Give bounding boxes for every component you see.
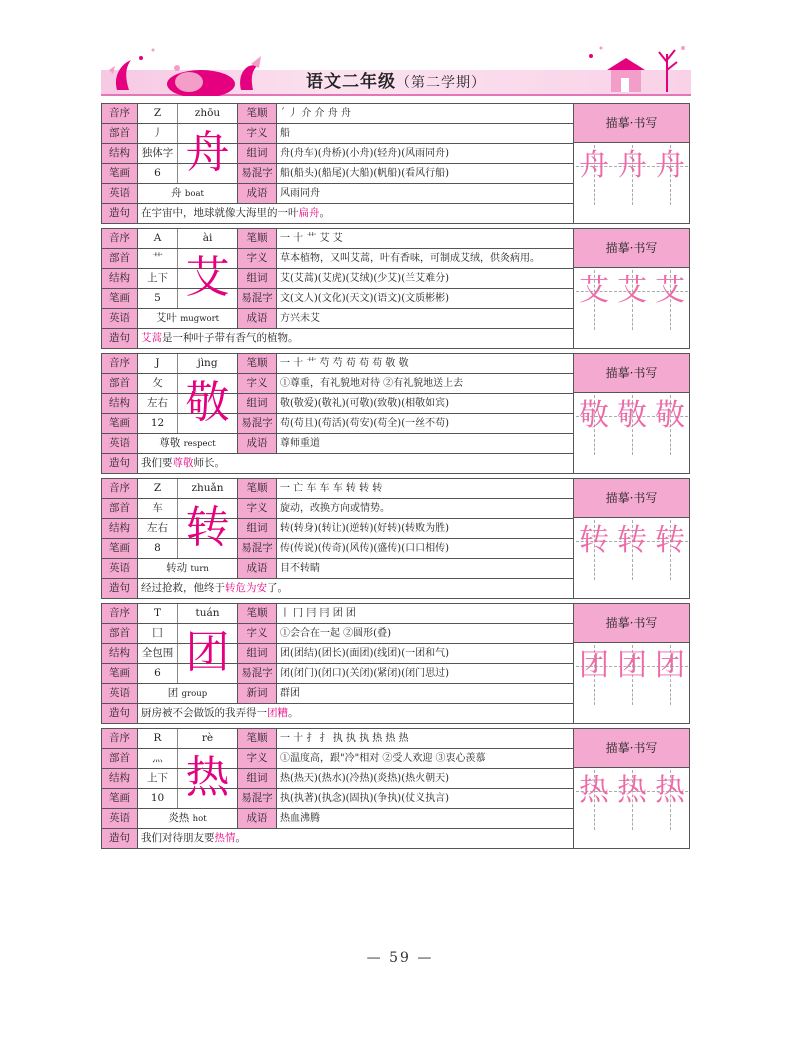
table-row <box>102 454 573 474</box>
page-number: — 59 — <box>366 950 434 966</box>
trace-guide-line <box>594 314 596 330</box>
meaning-value: ①会合在一起 ②圆形(叠) <box>280 628 391 639</box>
words-value: 艾(艾蒿)(艾虎)(艾绒)(少艾)(兰艾难分) <box>280 273 450 284</box>
radical-value: 攵 <box>138 374 178 393</box>
radical-value: 灬 <box>138 749 178 768</box>
english-value <box>138 684 237 703</box>
table-row <box>102 329 573 349</box>
table-row <box>102 124 573 144</box>
table-row <box>102 664 573 684</box>
english-chinese: 尊敬 <box>159 437 181 449</box>
example-sentence: 经过抢救，他终于转危为安了。 <box>141 582 288 594</box>
label-meaning: 字义 <box>237 624 277 643</box>
main-character: 敬 <box>185 377 230 428</box>
words-value: 舟(舟车)(舟桥)(小舟)(轻舟)(风雨同舟) <box>280 148 450 159</box>
trace-guide-line <box>670 689 672 705</box>
trace-grid <box>574 143 689 205</box>
table-row <box>102 309 573 329</box>
label-stroke-order: 笔顺 <box>237 479 277 498</box>
english-word: hot <box>192 814 207 824</box>
idiom-value: 尊师重道 <box>280 438 320 449</box>
trace-cell[interactable] <box>576 395 612 437</box>
label-stroke-order: 笔顺 <box>237 354 277 373</box>
trace-guide-line <box>670 564 672 580</box>
trace-guide-line <box>670 439 672 455</box>
label-radical: 部首 <box>102 374 138 393</box>
trace-cell[interactable] <box>614 395 650 437</box>
words-value: 团(团结)(团长)(面团)(线团)(一团和气) <box>280 648 450 659</box>
info-table <box>102 104 573 223</box>
info-table <box>102 604 573 723</box>
trace-panel <box>573 604 689 723</box>
strokes-value: 5 <box>138 289 178 308</box>
english-word: group <box>181 689 208 699</box>
label-meaning: 字义 <box>237 749 277 768</box>
label-english: 英语 <box>102 434 138 453</box>
table-row <box>102 414 573 434</box>
label-words: 组词 <box>237 769 277 788</box>
letter-value: T <box>138 604 178 623</box>
sentence-highlight: 尊敬 <box>172 457 194 469</box>
trace-guide-line <box>632 189 634 205</box>
trace-cell[interactable] <box>652 270 688 312</box>
trace-cell[interactable] <box>614 145 650 187</box>
confusable-value: 苟(苟且)(苟活)(苟安)(苟全)(一丝不苟) <box>280 418 450 429</box>
main-character: 舟 <box>185 127 230 178</box>
confusable-value: 执(执著)(执念)(固执)(争执)(仗义执言) <box>280 793 450 804</box>
strokes-value: 6 <box>138 164 178 183</box>
trace-header: 描摹·书写 <box>574 354 689 393</box>
meaning-value: 草本植物，又叫艾蒿，叶有香味，可制成艾绒，供灸病用。 <box>280 253 540 264</box>
trace-character: 团 <box>579 648 609 683</box>
label-english: 英语 <box>102 559 138 578</box>
trace-grid <box>574 268 689 330</box>
trace-guide-line <box>632 439 634 455</box>
label-sentence: 造句 <box>102 204 138 223</box>
label-meaning: 字义 <box>237 249 277 268</box>
main-character: 艾 <box>185 252 230 303</box>
example-sentence: 我们对待朋友要热情。 <box>141 832 246 844</box>
main-character: 转 <box>185 502 230 553</box>
trace-cell[interactable] <box>576 770 612 812</box>
label-radical: 部首 <box>102 749 138 768</box>
trace-header: 描摹·书写 <box>574 604 689 643</box>
label-sentence: 造句 <box>102 579 138 598</box>
table-row <box>102 229 573 249</box>
table-row <box>102 204 573 224</box>
label-words: 组词 <box>237 144 277 163</box>
table-row <box>102 559 573 579</box>
label-sentence: 造句 <box>102 704 138 723</box>
label-sentence: 造句 <box>102 454 138 473</box>
idiom-value: 风雨同舟 <box>280 188 320 199</box>
english-word: turn <box>190 564 209 574</box>
character-card <box>101 603 690 724</box>
structure-value: 上下 <box>138 769 178 788</box>
trace-panel <box>573 354 689 473</box>
label-idiom: 成语 <box>237 434 277 453</box>
trace-guide-line <box>632 314 634 330</box>
table-row <box>102 809 573 829</box>
trace-guide-line <box>594 564 596 580</box>
label-confusable: 易混字 <box>237 664 277 683</box>
book-title: 语文二年级 <box>306 72 396 92</box>
label-sentence: 造句 <box>102 329 138 348</box>
table-row <box>102 394 573 414</box>
trace-panel <box>573 229 689 348</box>
label-structure: 结构 <box>102 644 138 663</box>
trace-character: 艾 <box>655 273 685 308</box>
trace-panel <box>573 479 689 598</box>
trace-guide-line <box>594 439 596 455</box>
book-subtitle: （第二学期） <box>396 75 486 91</box>
trace-cell[interactable] <box>652 145 688 187</box>
confusable-value: 船(船头)(船尾)(大船)(帆船)(看风行船) <box>280 168 450 179</box>
label-strokes: 笔画 <box>102 164 138 183</box>
label-strokes: 笔画 <box>102 789 138 808</box>
trace-character: 团 <box>655 648 685 683</box>
label-confusable: 易混字 <box>237 789 277 808</box>
trace-header: 描摹·书写 <box>574 479 689 518</box>
info-table <box>102 354 573 473</box>
structure-value: 左右 <box>138 394 178 413</box>
idiom-value: 热血沸腾 <box>280 813 320 824</box>
sentence-highlight: 热情 <box>214 832 236 844</box>
info-table <box>102 229 573 348</box>
label-radical: 部首 <box>102 499 138 518</box>
trace-panel <box>573 729 689 848</box>
table-row <box>102 684 573 704</box>
main-character: 团 <box>185 627 230 678</box>
radical-value: 车 <box>138 499 178 518</box>
trace-header: 描摹·书写 <box>574 229 689 268</box>
structure-value: 左右 <box>138 519 178 538</box>
label-stroke-order: 笔顺 <box>237 229 277 248</box>
radical-value: 艹 <box>138 249 178 268</box>
header-title <box>101 70 691 95</box>
sentence-highlight: 转危为安 <box>225 582 267 594</box>
label-idiom: 成语 <box>237 809 277 828</box>
table-row <box>102 289 573 309</box>
trace-character: 艾 <box>579 273 609 308</box>
meaning-value: 船 <box>280 128 290 139</box>
sentence-highlight: 扁舟 <box>298 207 320 219</box>
words-value: 敬(敬爱)(敬礼)(可敬)(致敬)(相敬如宾) <box>280 398 450 409</box>
trace-cell[interactable] <box>652 520 688 562</box>
label-order: 音序 <box>102 604 138 623</box>
idiom-value: 群团 <box>280 688 300 699</box>
label-structure: 结构 <box>102 269 138 288</box>
structure-value: 全包围 <box>138 644 178 663</box>
label-order: 音序 <box>102 479 138 498</box>
label-strokes: 笔画 <box>102 289 138 308</box>
english-word: mugwort <box>180 314 220 324</box>
table-row <box>102 644 573 664</box>
label-radical: 部首 <box>102 249 138 268</box>
trace-cell[interactable] <box>576 145 612 187</box>
label-stroke-order: 笔顺 <box>237 604 277 623</box>
trace-character: 舟 <box>617 148 647 183</box>
trace-panel <box>573 104 689 223</box>
table-row <box>102 604 573 624</box>
trace-guide-line <box>670 189 672 205</box>
trace-guide-line <box>670 314 672 330</box>
table-row <box>102 144 573 164</box>
label-strokes: 笔画 <box>102 414 138 433</box>
example-sentence: 艾蒿是一种叶子带有香气的植物。 <box>141 332 299 344</box>
table-row <box>102 374 573 394</box>
label-confusable: 易混字 <box>237 289 277 308</box>
example-sentence: 我们要尊敬师长。 <box>141 457 225 469</box>
letter-value: J <box>138 354 178 373</box>
label-strokes: 笔画 <box>102 539 138 558</box>
label-structure: 结构 <box>102 519 138 538</box>
trace-guide-line <box>632 689 634 705</box>
trace-guide-line <box>632 814 634 830</box>
character-card <box>101 228 690 349</box>
trace-grid <box>574 643 689 705</box>
strokes-value: 8 <box>138 539 178 558</box>
trace-character: 敬 <box>617 398 647 433</box>
label-radical: 部首 <box>102 124 138 143</box>
label-idiom: 成语 <box>237 309 277 328</box>
idiom-value: 方兴未艾 <box>280 313 320 324</box>
english-value <box>138 809 237 828</box>
label-words: 组词 <box>237 519 277 538</box>
structure-value: 上下 <box>138 269 178 288</box>
label-words: 组词 <box>237 644 277 663</box>
info-table <box>102 729 573 848</box>
label-meaning: 字义 <box>237 124 277 143</box>
stroke-order-value: ´ 丿 介 介 舟 舟 <box>280 108 351 119</box>
table-row <box>102 479 573 499</box>
words-value: 热(热天)(热水)(冷热)(炎热)(热火朝天) <box>280 773 450 784</box>
pinyin-value: tuán <box>195 607 220 619</box>
english-chinese: 转动 <box>166 562 188 574</box>
info-table <box>102 479 573 598</box>
trace-cell[interactable] <box>652 395 688 437</box>
trace-cell[interactable] <box>576 645 612 687</box>
words-value: 转(转身)(转让)(逆转)(好转)(转败为胜) <box>280 523 450 534</box>
stroke-order-value: 一 十 艹 艾 艾 <box>280 233 343 244</box>
character-card <box>101 478 690 599</box>
letter-value: A <box>138 229 178 248</box>
trace-character: 舟 <box>655 148 685 183</box>
strokes-value: 10 <box>138 789 178 808</box>
label-idiom: 成语 <box>237 184 277 203</box>
table-row <box>102 704 573 724</box>
pinyin-value: jìng <box>197 357 218 369</box>
label-confusable: 易混字 <box>237 164 277 183</box>
label-english: 英语 <box>102 309 138 328</box>
confusable-value: 闭(闭门)(闭口)(关闭)(紧闭)(闭门思过) <box>280 668 450 679</box>
pinyin-value: zhuǎn <box>191 482 224 494</box>
trace-cell[interactable] <box>652 645 688 687</box>
label-words: 组词 <box>237 394 277 413</box>
confusable-value: 传(传说)(传奇)(风传)(盛传)(口口相传) <box>280 543 450 554</box>
trace-character: 转 <box>617 523 647 558</box>
english-value <box>138 559 237 578</box>
radical-value: 囗 <box>138 624 178 643</box>
label-confusable: 易混字 <box>237 539 277 558</box>
label-meaning: 字义 <box>237 499 277 518</box>
trace-cell[interactable] <box>576 270 612 312</box>
label-english: 英语 <box>102 809 138 828</box>
stroke-order-value: 一 十 扌 扌 执 执 执 热 热 热 <box>280 733 409 744</box>
table-row <box>102 249 573 269</box>
letter-value: Z <box>138 479 178 498</box>
trace-cell[interactable] <box>614 770 650 812</box>
label-stroke-order: 笔顺 <box>237 104 277 123</box>
table-row <box>102 434 573 454</box>
idiom-value: 目不转睛 <box>280 563 320 574</box>
page-header <box>101 40 691 98</box>
meaning-value: ①温度高，跟"冷"相对 ②受人欢迎 ③衷心羡慕 <box>280 753 486 764</box>
strokes-value: 6 <box>138 664 178 683</box>
table-row <box>102 539 573 559</box>
table-row <box>102 789 573 809</box>
trace-cell[interactable] <box>614 520 650 562</box>
table-row <box>102 104 573 124</box>
english-value <box>138 434 237 453</box>
trace-cell[interactable] <box>614 645 650 687</box>
trace-guide-line <box>594 814 596 830</box>
example-sentence: 厨房被不会做饭的我弄得一团糟。 <box>141 707 299 719</box>
trace-guide-line <box>670 814 672 830</box>
english-word: boat <box>184 189 204 199</box>
english-chinese: 炎热 <box>168 812 190 824</box>
table-row <box>102 624 573 644</box>
label-order: 音序 <box>102 729 138 748</box>
label-order: 音序 <box>102 104 138 123</box>
table-row <box>102 269 573 289</box>
pinyin-value: rè <box>201 732 214 744</box>
sentence-highlight: 艾蒿 <box>141 332 162 344</box>
stroke-order-value: 一 亡 车 车 车 转 转 转 <box>280 483 383 494</box>
letter-value: Z <box>138 104 178 123</box>
table-row <box>102 354 573 374</box>
label-meaning: 字义 <box>237 374 277 393</box>
table-row <box>102 729 573 749</box>
english-chinese: 团 <box>167 687 179 699</box>
trace-character: 敬 <box>655 398 685 433</box>
label-stroke-order: 笔顺 <box>237 729 277 748</box>
trace-character: 转 <box>655 523 685 558</box>
english-word: respect <box>183 439 216 449</box>
trace-character: 敬 <box>579 398 609 433</box>
label-idiom: 新词 <box>237 684 277 703</box>
trace-character: 艾 <box>617 273 647 308</box>
trace-grid <box>574 768 689 830</box>
english-value <box>138 184 237 203</box>
trace-grid <box>574 393 689 455</box>
label-order: 音序 <box>102 354 138 373</box>
sentence-highlight: 团糟 <box>267 707 288 719</box>
strokes-value: 12 <box>138 414 178 433</box>
trace-cell[interactable] <box>614 270 650 312</box>
structure-value: 独体字 <box>138 144 178 163</box>
trace-character: 舟 <box>579 148 609 183</box>
label-sentence: 造句 <box>102 829 138 848</box>
meaning-value: ①尊重，有礼貌地对待 ②有礼貌地送上去 <box>280 378 464 389</box>
pinyin-value: zhōu <box>194 107 221 119</box>
label-structure: 结构 <box>102 144 138 163</box>
confusable-value: 文(文人)(文化)(天文)(语文)(文质彬彬) <box>280 293 450 304</box>
english-value <box>138 309 237 328</box>
label-radical: 部首 <box>102 624 138 643</box>
trace-character: 团 <box>617 648 647 683</box>
table-row <box>102 164 573 184</box>
letter-value: R <box>138 729 178 748</box>
table-row <box>102 519 573 539</box>
trace-header: 描摹·书写 <box>574 729 689 768</box>
table-row <box>102 184 573 204</box>
character-card <box>101 728 690 849</box>
trace-cell[interactable] <box>576 520 612 562</box>
label-idiom: 成语 <box>237 559 277 578</box>
trace-character: 热 <box>655 773 685 808</box>
label-words: 组词 <box>237 269 277 288</box>
radical-value: 丿 <box>138 124 178 143</box>
label-strokes: 笔画 <box>102 664 138 683</box>
trace-guide-line <box>632 564 634 580</box>
meaning-value: 旋动，改换方向或情势。 <box>280 503 390 514</box>
label-order: 音序 <box>102 229 138 248</box>
trace-character: 转 <box>579 523 609 558</box>
example-sentence: 在宇宙中，地球就像大海里的一叶扁舟。 <box>141 207 330 219</box>
table-row <box>102 769 573 789</box>
trace-character: 热 <box>579 773 609 808</box>
label-structure: 结构 <box>102 769 138 788</box>
character-card <box>101 103 690 224</box>
label-english: 英语 <box>102 684 138 703</box>
main-character: 热 <box>185 752 230 803</box>
stroke-order-value: 一 十 艹 芍 芍 苟 苟 苟 敬 敬 <box>280 358 409 369</box>
trace-guide-line <box>594 689 596 705</box>
trace-header: 描摹·书写 <box>574 104 689 143</box>
table-row <box>102 749 573 769</box>
trace-character: 热 <box>617 773 647 808</box>
table-row <box>102 829 573 849</box>
english-chinese: 舟 <box>171 187 182 199</box>
trace-cell[interactable] <box>652 770 688 812</box>
label-confusable: 易混字 <box>237 414 277 433</box>
label-structure: 结构 <box>102 394 138 413</box>
character-card <box>101 353 690 474</box>
pinyin-value: ài <box>202 232 213 244</box>
stroke-order-value: 丨 冂 冃 冃 团 团 <box>280 608 356 619</box>
trace-guide-line <box>594 189 596 205</box>
english-chinese: 艾叶 <box>155 312 177 324</box>
trace-grid <box>574 518 689 580</box>
table-row <box>102 579 573 599</box>
label-english: 英语 <box>102 184 138 203</box>
table-row <box>102 499 573 519</box>
